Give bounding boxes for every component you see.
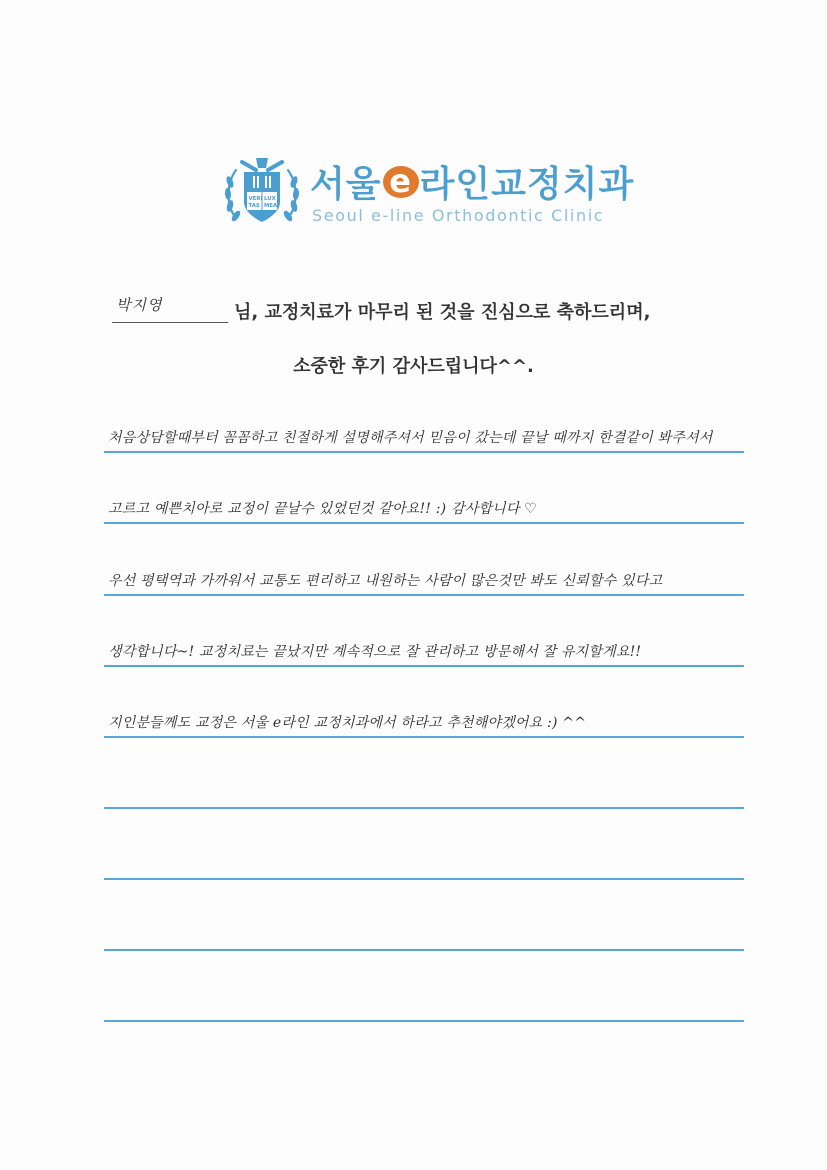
ruled-line bbox=[104, 594, 744, 596]
clinic-name-korean bbox=[310, 158, 634, 204]
brand-ko-rest: 라인교정치과 bbox=[419, 163, 635, 205]
review-line-6 bbox=[104, 808, 744, 809]
review-text-4: 생각합니다~! 교정치료는 끝났지만 계속적으로 잘 관리하고 방문해서 잘 유지할게요!! bbox=[108, 644, 642, 660]
brand-e-mark: e bbox=[383, 166, 419, 198]
clinic-name-english: Seoul e-line Orthodontic Clinic bbox=[312, 206, 605, 225]
review-line-7 bbox=[104, 879, 744, 880]
ruled-line bbox=[104, 665, 744, 667]
university-emblem-icon bbox=[222, 152, 302, 232]
ruled-line bbox=[104, 522, 744, 524]
emblem-word-lux: LUX bbox=[264, 196, 276, 202]
emblem-word-mea: MEA bbox=[264, 203, 278, 209]
emblem-word-tas: TAS bbox=[248, 203, 260, 209]
ruled-line bbox=[104, 949, 744, 951]
review-line-4 bbox=[104, 644, 744, 667]
ruled-line bbox=[104, 878, 744, 880]
ruled-line bbox=[104, 451, 744, 453]
review-line-5 bbox=[104, 715, 744, 738]
ruled-line bbox=[104, 807, 744, 809]
ruled-line bbox=[104, 1020, 744, 1022]
patient-name-handwritten: 박지영 bbox=[116, 296, 163, 314]
patient-name-field bbox=[112, 294, 228, 323]
greeting-line bbox=[112, 294, 752, 334]
clinic-logo bbox=[222, 152, 642, 232]
review-text-3: 우선 평택역과 가까워서 교통도 편리하고 내원하는 사람이 많은것만 봐도 신뢰할수 있다고 bbox=[108, 573, 663, 589]
review-text-1: 처음상담할때부터 꼼꼼하고 친절하게 설명해주셔서 믿음이 갔는데 끝날 때까지 한결같이 봐주셔서 bbox=[108, 430, 713, 446]
brand-ko-seoul: 서울 bbox=[310, 163, 382, 205]
ruled-line bbox=[104, 736, 744, 738]
review-line-2 bbox=[104, 501, 744, 524]
thanks-text: 소중한 후기 감사드립니다^^. bbox=[293, 356, 534, 377]
review-text-2: 고르고 예쁜치아로 교정이 끝날수 있었던것 같아요!! :) 감사합니다 ♡ bbox=[108, 501, 538, 517]
review-text-5: 지인분들께도 교정은 서울 e라인 교정치과에서 하라고 추천해야겠어요 :) ^^ bbox=[108, 715, 587, 731]
emblem-word-veri: VERI bbox=[248, 196, 263, 202]
review-line-9 bbox=[104, 1021, 744, 1022]
greeting-text: 님, 교정치료가 마무리 된 것을 진심으로 축하드리며, bbox=[234, 302, 651, 323]
review-line-8 bbox=[104, 950, 744, 951]
review-line-1 bbox=[104, 430, 744, 453]
review-line-3 bbox=[104, 573, 744, 596]
